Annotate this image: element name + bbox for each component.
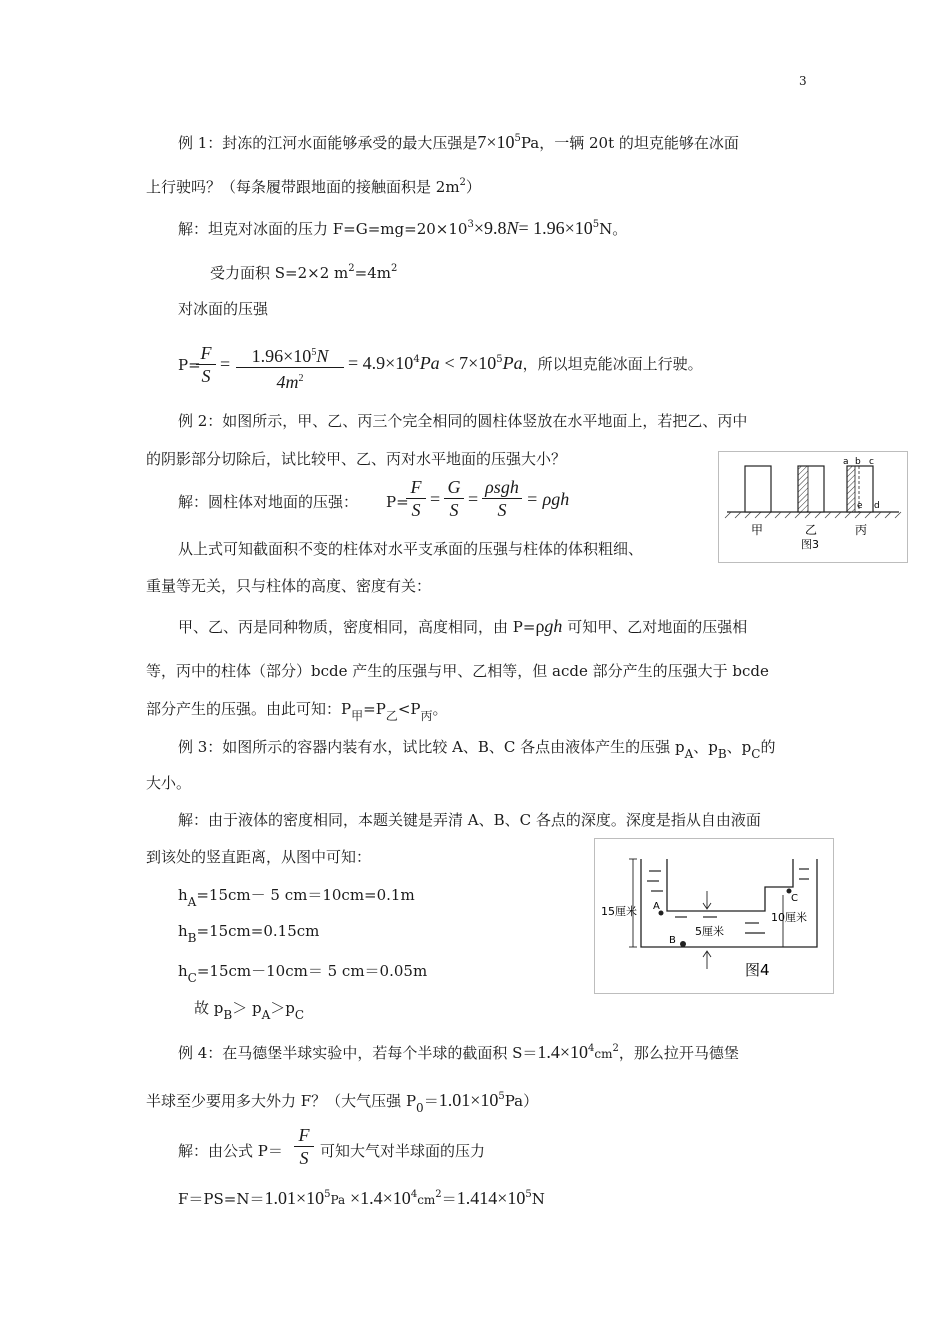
ex1-question-text: 例 1：封冻的江河水面能够承受的最大压强是 xyxy=(178,134,478,152)
ex3-depth-b xyxy=(178,922,319,945)
ex3-concl-c: ＞p xyxy=(270,999,295,1017)
ex4-q2-eq: ＝ xyxy=(423,1092,439,1110)
ex3-concl-b: ＞ p xyxy=(232,999,262,1017)
ex2-text3 xyxy=(178,616,747,637)
fig3-label-d: d xyxy=(874,501,880,511)
ex1-frac2-num-unit: N xyxy=(316,346,329,366)
ex4-calc-eq: ＝ xyxy=(441,1190,457,1208)
fig4-label-a: A xyxy=(653,901,660,912)
ex1-question-exp: 5 xyxy=(514,133,521,144)
ex3-concl-sub3: C xyxy=(294,1008,305,1022)
ex2-text5 xyxy=(146,698,448,724)
ex4-calc-e1: 5 xyxy=(324,1189,331,1200)
figure-4-drawing xyxy=(595,839,833,993)
ex2-f1-den: S xyxy=(411,500,421,520)
ex1-area-text-b: =4m xyxy=(354,264,391,282)
ex4-q-unit-exp: 2 xyxy=(612,1043,619,1054)
figure-3-drawing xyxy=(719,452,907,562)
fig3-label-b: b xyxy=(855,457,861,467)
ex1-result-exp: 4 xyxy=(413,354,420,365)
ex4-calc-v2: 1.4×10 xyxy=(360,1188,411,1208)
fig4-label-10: 10厘米 xyxy=(771,911,807,924)
ex2-text3-a: 甲、乙、丙是同种物质，密度相同，高度相同，由 P= xyxy=(178,618,536,636)
fig3-cylinder-jia xyxy=(745,466,771,512)
ex4-frac-fs xyxy=(294,1124,314,1169)
ex1-fraction-fs xyxy=(196,342,216,387)
fig4-container-inner xyxy=(667,859,793,911)
ex3-concl-a: 故 p xyxy=(194,999,224,1017)
ex1-pressure-label: 对冰面的压强 xyxy=(178,300,269,318)
ex2-eq1: = xyxy=(430,489,441,509)
ex4-question-line1 xyxy=(178,1042,739,1063)
ex1-area-exp2: 2 xyxy=(390,263,398,274)
ex4-solution-a: 解：由公式 P＝ xyxy=(178,1142,283,1160)
ex2-text3-b: 可知甲、乙对地面的压强相 xyxy=(562,618,748,636)
ex2-text5-d: 。 xyxy=(432,700,448,718)
ex1-solution-force xyxy=(178,218,627,239)
ex3-q-sub-c: C xyxy=(751,747,761,761)
ex1-conclusion: ，所以坦克能冰面上行驶。 xyxy=(522,355,703,373)
ex1-frac1-num: F xyxy=(200,343,212,363)
ex4-calc-u2: cm xyxy=(417,1193,436,1207)
ex1-frac2-den: 4m xyxy=(276,372,299,392)
ex3-solution-line1: 解：由于液体的密度相同，本题关键是弄清 A、B、C 各点的深度。深度是指从自由液面 xyxy=(178,811,761,829)
ex1-question-value: 7×10 xyxy=(477,132,515,152)
fig3-label-e: e xyxy=(857,501,863,511)
fig4-caption: 图4 xyxy=(745,961,770,979)
fig3-label-yi: 乙 xyxy=(805,523,818,537)
fig3-label-a: a xyxy=(843,457,849,467)
ex3-q-sub-b: B xyxy=(717,747,727,761)
ex4-calc-e3: 2 xyxy=(435,1189,442,1200)
ex2-text4: 等，丙中的柱体（部分）bcde 产生的压强与甲、乙相等，但 acde 部分产生的压强大于 bcde xyxy=(146,662,769,680)
ex1-sol-result: = 1.96×10 xyxy=(518,218,593,238)
ex2-frac-fs xyxy=(406,476,426,521)
ex4-q-exp: 4 xyxy=(588,1043,595,1054)
ex3-conclusion xyxy=(194,997,304,1022)
fig3-label-jia: 甲 xyxy=(751,523,764,537)
ex3-q-mid2: 、p xyxy=(726,738,752,756)
ex2-text2: 重量等无关，只与柱体的高度、密度有关： xyxy=(146,577,432,595)
ex1-result xyxy=(348,353,703,374)
ex2-sol-end: = ρgh xyxy=(526,489,570,509)
ex2-text5-sub3: 丙 xyxy=(420,709,433,723)
ex1-compare: < 7×10 xyxy=(444,353,497,373)
ex1-question-line1 xyxy=(178,132,739,153)
ex4-solution-b: 可知大气对半球面的压力 xyxy=(320,1142,486,1160)
ex2-f2-den: S xyxy=(449,500,459,520)
ex1-sol-text: 解：坦克对冰面的压力 F=G=mg=20×10 xyxy=(178,220,468,238)
ex4-q2-text: 半球至少要用多大外力 F？（大气压强 P xyxy=(146,1092,417,1110)
ex2-f3-den: S xyxy=(497,500,507,520)
ex4-q2-end: Pa） xyxy=(504,1092,539,1110)
ex1-fraction-values xyxy=(236,342,344,393)
ex3-hc-h: h xyxy=(178,962,188,980)
ex1-equals: = xyxy=(220,354,231,374)
ex3-hc-value: =15cm－10cm＝ 5 cm＝0.05m xyxy=(196,962,428,980)
ex3-solution-line2: 到该处的竖直距离，从图中可知： xyxy=(146,848,372,866)
ex4-calc-a: F＝PS=N＝ xyxy=(178,1190,265,1208)
ex4-question-line2 xyxy=(146,1090,538,1115)
ex1-p-prefix: P= xyxy=(178,356,201,374)
ex4-q-value: 1.4×10 xyxy=(537,1042,589,1062)
ex1-area-exp: 2 xyxy=(348,263,355,274)
ex3-concl-sub1: B xyxy=(223,1008,233,1022)
ex2-eq2: = xyxy=(468,489,479,509)
figure-4 xyxy=(594,838,834,994)
ex4-q2-sub: 0 xyxy=(416,1101,424,1115)
ex4-calc-e4: 5 xyxy=(525,1189,532,1200)
ex3-hb-sub: B xyxy=(187,931,197,945)
ex3-hc-sub: C xyxy=(187,971,197,985)
ex3-concl-sub2: A xyxy=(261,1008,271,1022)
figure-3 xyxy=(718,451,908,563)
ex3-q-mid1: 、p xyxy=(693,738,718,756)
ex1-question-line2-exp: 2 xyxy=(459,177,466,188)
fig4-label-15: 15厘米 xyxy=(601,905,637,918)
ex1-sol-unit: N xyxy=(506,218,519,238)
ex1-question-line2-end: ） xyxy=(465,178,481,196)
ex4-q-text-b: ，那么拉开马德堡 xyxy=(618,1044,739,1062)
ex2-text1: 从上式可知截面积不变的柱体对水平支承面的压强与柱体的体积粗细、 xyxy=(178,540,644,558)
ex1-frac1-den: S xyxy=(201,366,211,386)
ex2-frac-gs xyxy=(444,476,464,521)
ex2-text5-sub1: 甲 xyxy=(351,709,364,723)
fig3-yi-shaded xyxy=(798,466,808,512)
ex2-text5-a: 部分产生的压强。由此可知：P xyxy=(146,700,352,718)
fig3-label-bing: 丙 xyxy=(855,523,868,537)
ex1-compare-exp: 5 xyxy=(496,354,503,365)
ex3-depth-a xyxy=(178,884,415,909)
ex2-question-line1: 例 2：如图所示，甲、乙、丙三个完全相同的圆柱体竖放在水平地面上，若把乙、丙中 xyxy=(178,412,748,430)
ex4-frac-num: F xyxy=(298,1125,310,1145)
fig4-label-5: 5厘米 xyxy=(695,925,724,938)
page-number: 3 xyxy=(799,74,807,88)
ex4-calc-u1: Pa xyxy=(330,1193,346,1207)
ex2-f3-num: ρsgh xyxy=(485,477,519,497)
fig3-ground-hatch xyxy=(725,512,901,518)
fig4-label-c: C xyxy=(791,893,798,904)
fig3-caption: 图3 xyxy=(801,538,819,551)
ex4-q-text: 例 4：在马德堡半球实验中，若每个半球的截面积 S＝ xyxy=(178,1044,538,1062)
fig4-point-b xyxy=(680,941,686,947)
ex4-q-unit: cm xyxy=(594,1047,613,1061)
ex4-calc-v1: 1.01×10 xyxy=(264,1188,325,1208)
ex1-question-line2 xyxy=(146,176,481,197)
ex4-calculation xyxy=(178,1188,545,1209)
ex4-calc-v3: 1.414×10 xyxy=(456,1188,526,1208)
ex3-ha-h: h xyxy=(178,886,188,904)
ex3-q-text: 例 3：如图所示的容器内装有水，试比较 A、B、C 各点由液体产生的压强 p xyxy=(178,738,685,756)
ex3-q-end: 的 xyxy=(760,738,776,756)
ex1-frac2-num-exp: 5 xyxy=(311,347,317,358)
ex3-depth-c xyxy=(178,960,427,985)
ex1-result-value: = 4.9×10 xyxy=(348,353,414,373)
ex2-f2-num: G xyxy=(447,477,461,497)
ex1-sol-exp1: 3 xyxy=(467,219,474,230)
ex4-calc-x: × xyxy=(350,1188,361,1208)
ex1-area xyxy=(210,262,397,283)
ex1-frac2-den-exp: 2 xyxy=(298,373,304,384)
ex1-sol-mult: ×9.8 xyxy=(473,218,507,238)
ex4-q2-value: 1.01×10 xyxy=(438,1090,499,1110)
fig4-label-b: B xyxy=(669,935,676,946)
ex1-area-text: 受力面积 S=2×2 m xyxy=(210,264,349,282)
ex2-question-line2: 的阴影部分切除后，试比较甲、乙、丙对水平地面的压强大小？ xyxy=(146,450,567,468)
ex3-question-line1 xyxy=(178,736,775,761)
ex4-frac-den: S xyxy=(299,1148,309,1168)
ex3-hb-h: h xyxy=(178,922,188,940)
ex2-text3-gh: gh xyxy=(544,616,563,636)
ex4-q2-exp: 5 xyxy=(498,1091,505,1102)
ex2-text5-c: <P xyxy=(397,700,421,718)
ex2-text5-sub2: 乙 xyxy=(385,709,398,723)
ex3-ha-value: =15cm－ 5 cm＝10cm=0.1m xyxy=(196,886,415,904)
ex1-compare-unit: Pa xyxy=(502,353,523,373)
ex4-calc-u3: N xyxy=(531,1190,545,1208)
fig3-bing-shaded xyxy=(847,466,855,512)
ex1-frac2-num: 1.96×10 xyxy=(251,346,312,366)
ex2-p-prefix: P= xyxy=(386,493,409,511)
ex2-f1-num: F xyxy=(410,477,422,497)
ex3-question-line2: 大小。 xyxy=(146,774,192,792)
ex3-q-sub-a: A xyxy=(684,747,694,761)
ex2-frac-rhosgh xyxy=(482,476,522,521)
ex1-result-unit: Pa xyxy=(419,353,440,373)
ex1-question-line2-text: 上行驶吗？（每条履带跟地面的接触面积是 2m xyxy=(146,178,460,196)
ex2-text5-b: =P xyxy=(363,700,386,718)
ex4-calc-e2: 4 xyxy=(410,1189,418,1200)
ex1-sol-exp2: 5 xyxy=(592,219,600,230)
ex1-question-text-b: Pa，一辆 20t 的坦克能够在冰面 xyxy=(520,134,739,152)
ex3-ha-sub: A xyxy=(187,895,197,909)
ex2-text3-rho: ρ xyxy=(535,616,545,636)
ex3-hb-value: =15cm=0.15cm xyxy=(196,922,320,940)
fig3-label-c: c xyxy=(869,457,874,467)
ex1-sol-end: N。 xyxy=(599,220,628,238)
ex2-solution-label: 解：圆柱体对地面的压强： xyxy=(178,493,359,511)
